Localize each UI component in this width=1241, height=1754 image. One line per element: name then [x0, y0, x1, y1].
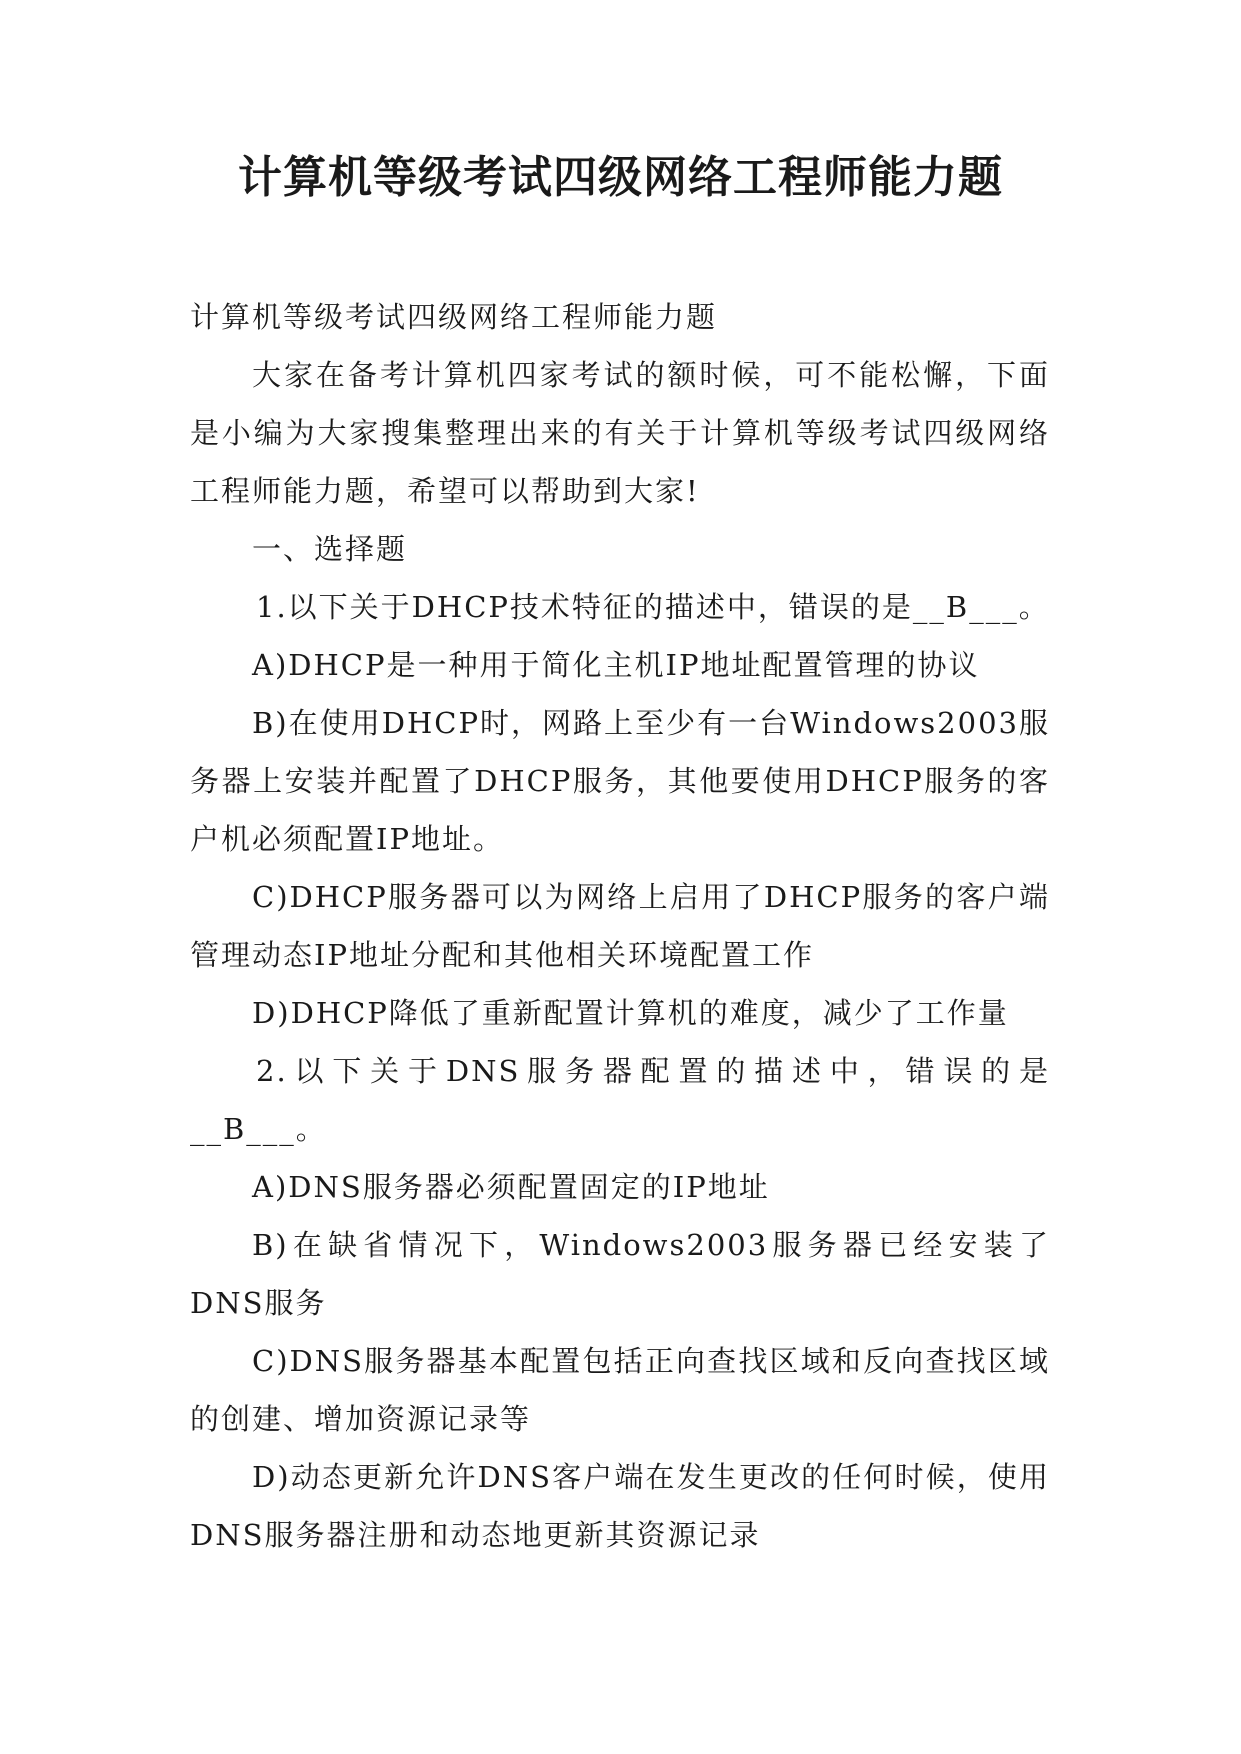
- question-1-option-a: A)DHCP是一种用于简化主机IP地址配置管理的协议: [252, 648, 980, 682]
- question-2-option-c: C)DNS服务器基本配置包括正向查找区域和反向查找区域的创建、增加资源记录等: [190, 1344, 1050, 1436]
- document-body: [190, 288, 1050, 1564]
- question-1-option-c: C)DHCP服务器可以为网络上启用了DHCP服务的客户端管理动态IP地址分配和其他相关环境配置工作: [190, 880, 1050, 972]
- paragraph-subtitle: 计算机等级考试四级网络工程师能力题: [190, 300, 718, 334]
- paragraph-intro: 大家在备考计算机四家考试的额时候，可不能松懈，下面是小编为大家搜集整理出来的有关于计算机等级考试四级网络工程师能力题，希望可以帮助到大家!: [190, 358, 1050, 508]
- question-1: 1.以下关于DHCP技术特征的描述中，错误的是__B___。: [256, 590, 1050, 624]
- question-1-option-b: B)在使用DHCP时，网路上至少有一台Windows2003服务器上安装并配置了DHCP服务，其他要使用DHCP服务的客户机必须配置IP地址。: [190, 706, 1050, 856]
- page-title: 计算机等级考试四级网络工程师能力题: [238, 152, 1003, 203]
- question-1-option-d: D)DHCP降低了重新配置计算机的难度，减少了工作量: [252, 996, 1009, 1030]
- question-2-option-d: D)动态更新允许DNS客户端在发生更改的任何时候，使用DNS服务器注册和动态地更新其资源记录: [190, 1460, 1050, 1552]
- question-2-option-a: A)DNS服务器必须配置固定的IP地址: [252, 1170, 770, 1204]
- question-2: 2.以下关于DNS服务器配置的描述中，错误的是__B___。: [190, 1054, 1050, 1146]
- question-2-option-b: B)在缺省情况下，Windows2003服务器已经安装了DNS服务: [190, 1228, 1050, 1320]
- section-heading-choice: 一、选择题: [252, 532, 408, 566]
